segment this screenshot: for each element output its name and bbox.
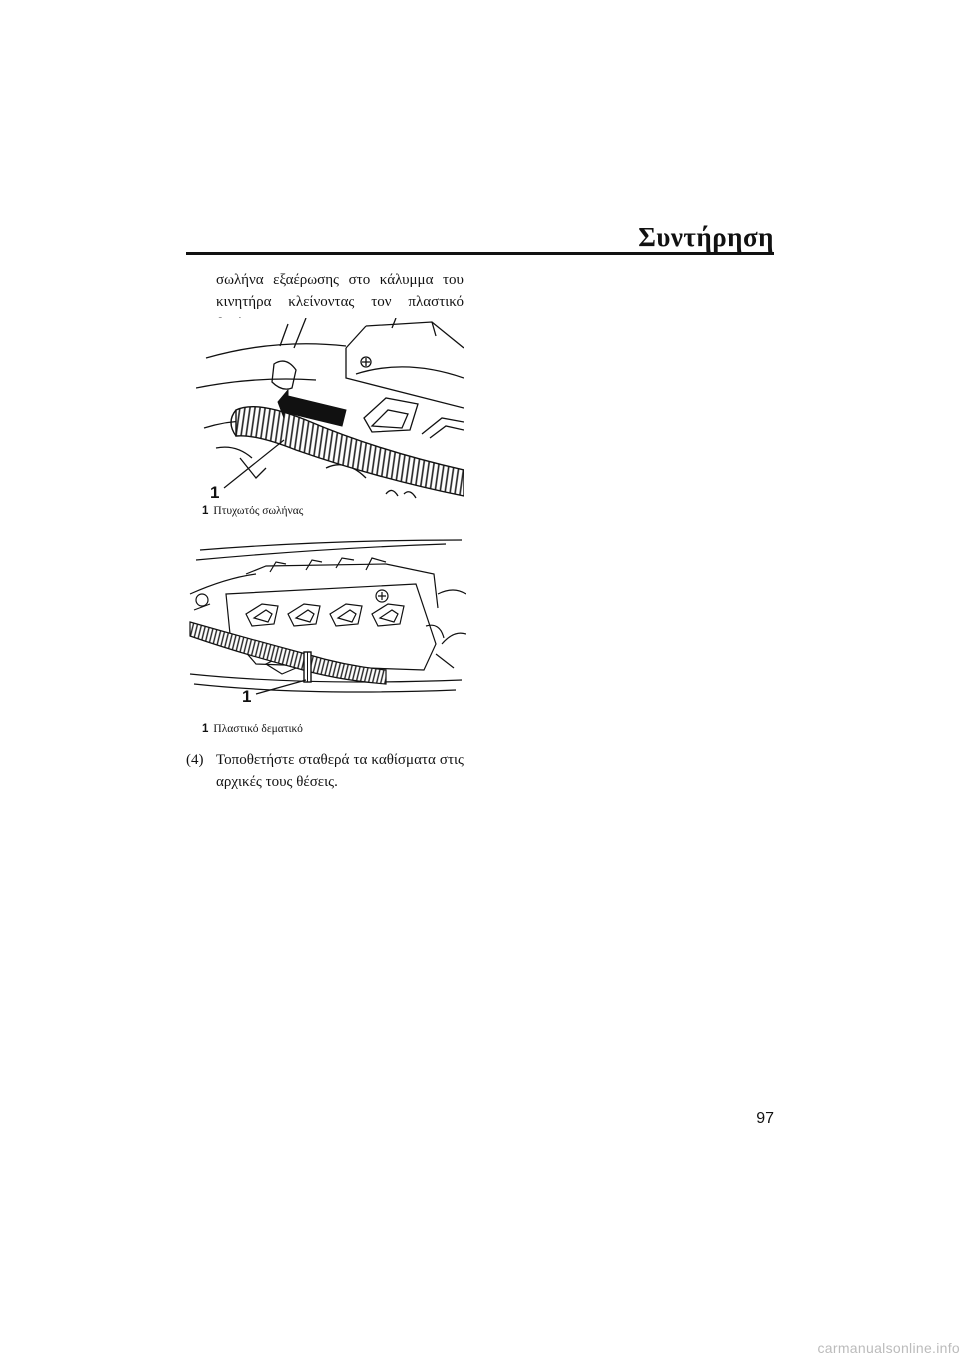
- figure-2-caption-number: 1: [202, 723, 209, 735]
- watermark: carmanualsonline.info: [817, 1340, 960, 1356]
- engine-illustration-2: [186, 534, 466, 706]
- figure-2-callout: 1: [242, 687, 252, 706]
- figure-plastic-tie: [186, 534, 466, 706]
- page-header-title: Συντήρηση: [638, 222, 774, 252]
- figure-1-caption-number: 1: [202, 505, 209, 517]
- figure-2-caption: [202, 722, 303, 736]
- header-rule: [186, 252, 774, 255]
- step-4-line-1: Τοποθετήστε σταθερά τα καθίσματα στις: [216, 752, 464, 768]
- intro-line-2: κινητήρα κλείνοντας τον πλαστικό: [216, 294, 464, 310]
- step-4-line-2: αρχικές τους θέσεις.: [216, 774, 338, 790]
- figure-2-caption-text: Πλαστικό δεματικό: [213, 723, 303, 735]
- intro-line-1: σωλήνα εξαέρωσης στο κάλυμμα του: [216, 272, 464, 288]
- figure-1-callout: 1: [210, 483, 220, 502]
- figure-1-caption: [202, 504, 303, 518]
- step-4: [186, 749, 464, 793]
- figure-1-caption-text: Πτυχωτός σωλήνας: [213, 505, 304, 517]
- page-number: 97: [756, 1110, 774, 1127]
- engine-illustration-1: [196, 318, 464, 502]
- step-4-text: [216, 749, 464, 793]
- step-4-marker: (4): [186, 752, 204, 768]
- figure-corrugated-hose: [196, 318, 464, 502]
